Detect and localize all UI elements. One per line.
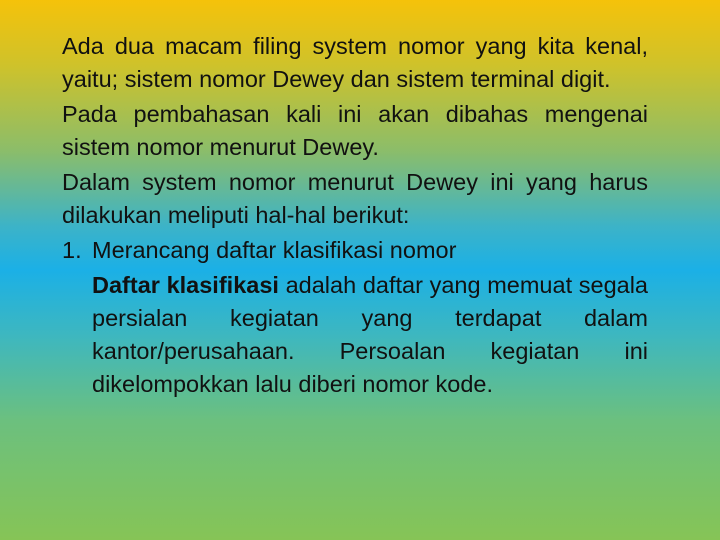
paragraph-dewey-intro: Pada pembahasan kali ini akan dibahas mengenai sistem nomor menurut Dewey. [62,101,648,160]
paragraph-filing-systems: Ada dua macam filing system nomor yang kita kenal, yaitu; sistem nomor Dewey dan sistem terminal digit. [62,33,648,92]
definition-term: Daftar klasifikasi [92,272,279,298]
list-number: 1. [62,237,82,263]
list-item-definition [92,269,648,401]
definition-text: adalah daftar yang memuat segala persialan kegiatan yang terdapat dalam kantor/perusahaan. Persoalan kegiatan ini dikelompokkan lalu diberi nomor kode. [92,272,649,397]
paragraph-dewey-steps: Dalam system nomor menurut Dewey ini yang harus dilakukan meliputi hal-hal berikut: [62,169,648,228]
slide-content [62,30,648,401]
list-item [62,234,648,267]
list-heading: Merancang daftar klasifikasi nomor [92,237,457,263]
